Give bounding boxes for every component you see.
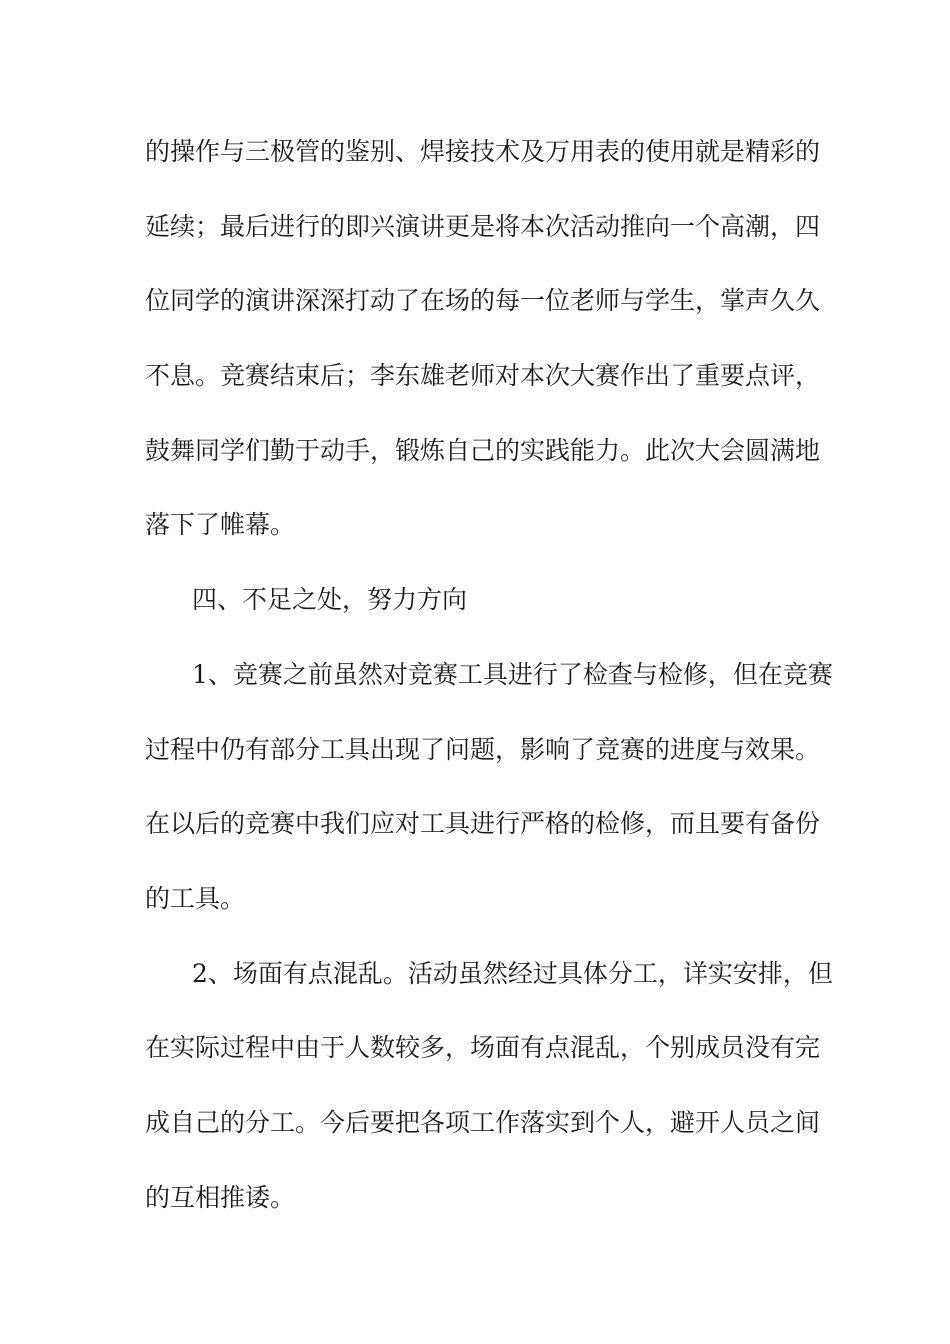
text-line: 2、场面有点混乱。活动虽然经过具体分工，详实安排，但 bbox=[192, 958, 833, 988]
text-line: 四、不足之处，努力方向 bbox=[192, 585, 468, 615]
text-line: 在实际过程中由于人数较多，场面有点混乱，个别成员没有完 bbox=[145, 1033, 821, 1063]
text-line: 落下了帷幕。 bbox=[145, 510, 296, 540]
text-line: 位同学的演讲深深打动了在场的每一位老师与学生，掌声久久 bbox=[145, 286, 821, 316]
text-line: 不息。竞赛结束后；李东雄老师对本次大赛作出了重要点评， bbox=[145, 361, 821, 391]
document-body bbox=[145, 128, 833, 1248]
text-line: 1、竞赛之前虽然对竞赛工具进行了检查与检修，但在竞赛 bbox=[192, 659, 833, 689]
text-line: 成自己的分工。今后要把各项工作落实到个人，避开人员之间 bbox=[145, 1107, 821, 1137]
text-line: 的操作与三极管的鉴别、焊接技术及万用表的使用就是精彩的 bbox=[145, 137, 821, 166]
text-line: 鼓舞同学们勤于动手，锻炼自己的实践能力。此次大会圆满地 bbox=[145, 435, 821, 465]
text-line: 延续；最后进行的即兴演讲更是将本次活动推向一个高潮，四 bbox=[145, 211, 821, 241]
text-line: 过程中仍有部分工具出现了问题，影响了竞赛的进度与效果。 bbox=[145, 734, 821, 764]
text-line: 的互相推诿。 bbox=[145, 1182, 296, 1212]
text-line: 在以后的竞赛中我们应对工具进行严格的检修，而且要有备份 bbox=[145, 809, 821, 839]
text-line: 的工具。 bbox=[145, 883, 246, 913]
